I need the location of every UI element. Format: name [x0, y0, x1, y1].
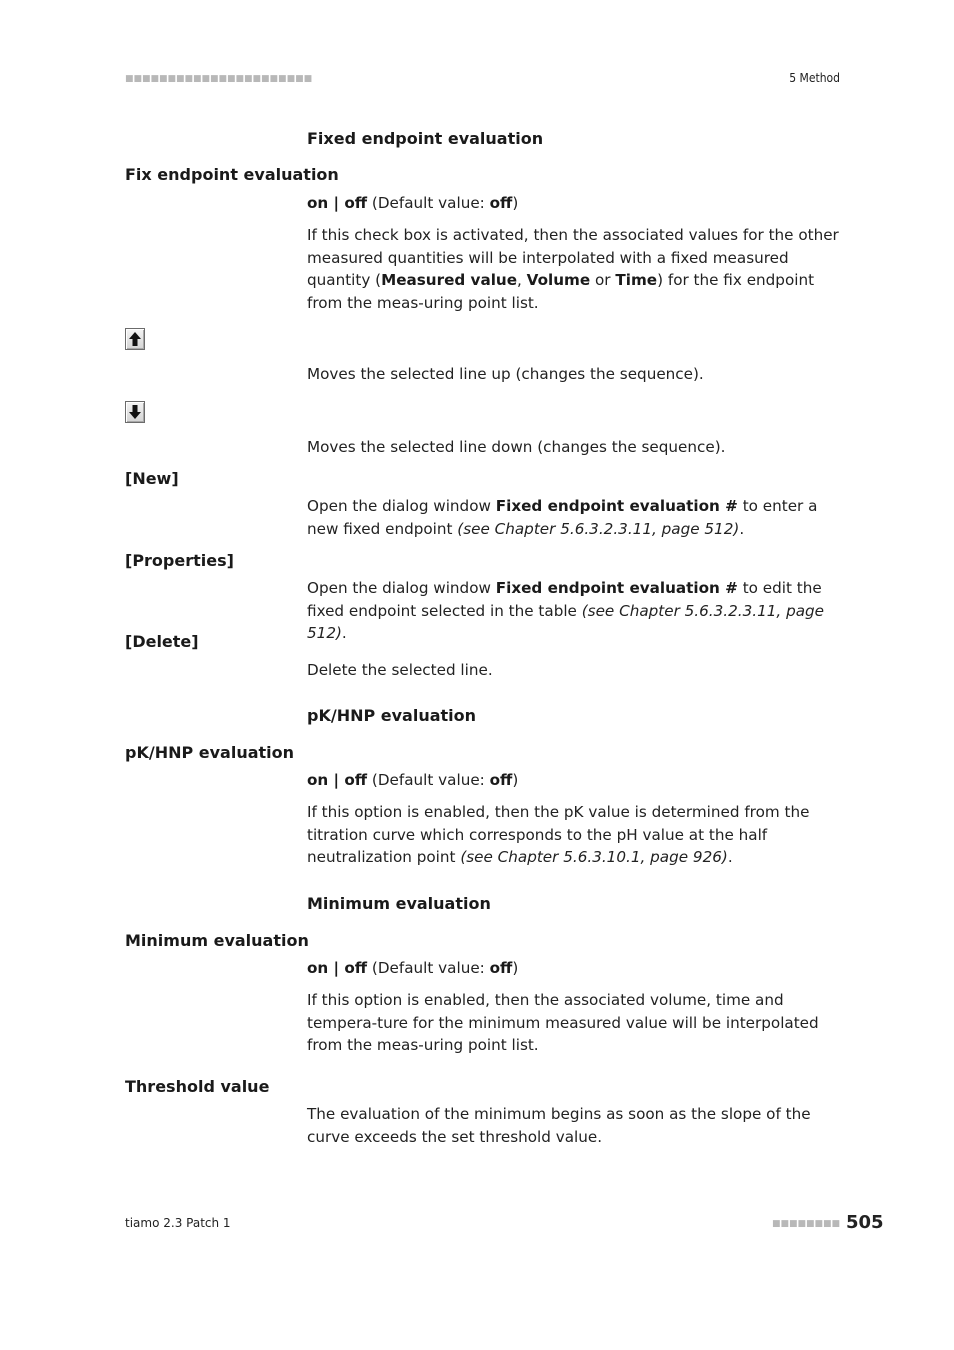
arrow-down-icon [128, 404, 142, 420]
section-heading-fixed-endpoint: Fixed endpoint evaluation [307, 129, 544, 148]
arrow-up-icon [128, 331, 142, 347]
properties-button-description: Open the dialog window Fixed endpoint evaluation # to edit the fixed endpoint selected in the table (see Chapter 5.6.3.2.3.11, page 512). [307, 579, 825, 642]
term-delete-button: [Delete] [125, 632, 199, 651]
new-button-description: Open the dialog window Fixed endpoint evaluation # to enter a new fixed endpoint (see Chapter 5.6.3.2.3.11, page 512). [307, 497, 818, 538]
move-down-button[interactable] [125, 401, 145, 423]
pk-hnp-description: If this option is enabled, then the pK value is determined from the titration curve which corresponds to the pH value at the half neutralization point (see Chapter 5.6.3.10.1, page 926). [307, 803, 810, 866]
term-minimum-evaluation: Minimum evaluation [125, 931, 309, 950]
move-up-button[interactable] [125, 328, 145, 350]
footer-product-name: tiamo 2.3 Patch 1 [125, 1216, 231, 1230]
minimum-options: on | off (Default value: off) [307, 959, 519, 977]
fix-endpoint-description: If this check box is activated, then the associated values for the other measured quantities will be interpolated with a fixed measured quantity (Measured value, Volume or Time) for the fix endpoint from the meas-uring point list. [307, 226, 839, 312]
cross-reference-link[interactable]: (see Chapter 5.6.3.2.3.11, page 512) [307, 601, 825, 642]
header-section-title: 5 Method [789, 71, 840, 85]
move-down-description: Moves the selected line down (changes the sequence). [307, 438, 726, 456]
header-decoration: ■■■■■■■■■■■■■■■■■■■■■■ [125, 74, 313, 84]
term-fix-endpoint-evaluation: Fix endpoint evaluation [125, 165, 339, 184]
minimum-description: If this option is enabled, then the associated volume, time and tempera-ture for the minimum measured value will be interpolated from the meas-uring point list. [307, 991, 819, 1054]
threshold-description: The evaluation of the minimum begins as soon as the slope of the curve exceeds the set threshold value. [307, 1105, 811, 1146]
page-number: 505 [846, 1212, 884, 1233]
section-heading-pk-hnp: pK/HNP evaluation [307, 706, 477, 725]
term-pk-hnp-evaluation: pK/HNP evaluation [125, 743, 295, 762]
fix-endpoint-options: on | off (Default value: off) [307, 194, 519, 212]
term-properties-button: [Properties] [125, 551, 234, 570]
footer-decoration: ■■■■■■■■ [772, 1219, 841, 1229]
delete-button-description: Delete the selected line. [307, 661, 493, 679]
term-threshold-value: Threshold value [125, 1077, 270, 1096]
move-up-description: Moves the selected line up (changes the sequence). [307, 365, 704, 383]
cross-reference-link[interactable]: (see Chapter 5.6.3.2.3.11, page 512) [457, 519, 740, 538]
cross-reference-link[interactable]: (see Chapter 5.6.3.10.1, page 926) [460, 848, 728, 866]
pk-hnp-options: on | off (Default value: off) [307, 771, 519, 789]
section-heading-minimum: Minimum evaluation [307, 894, 491, 913]
term-new-button: [New] [125, 469, 179, 488]
